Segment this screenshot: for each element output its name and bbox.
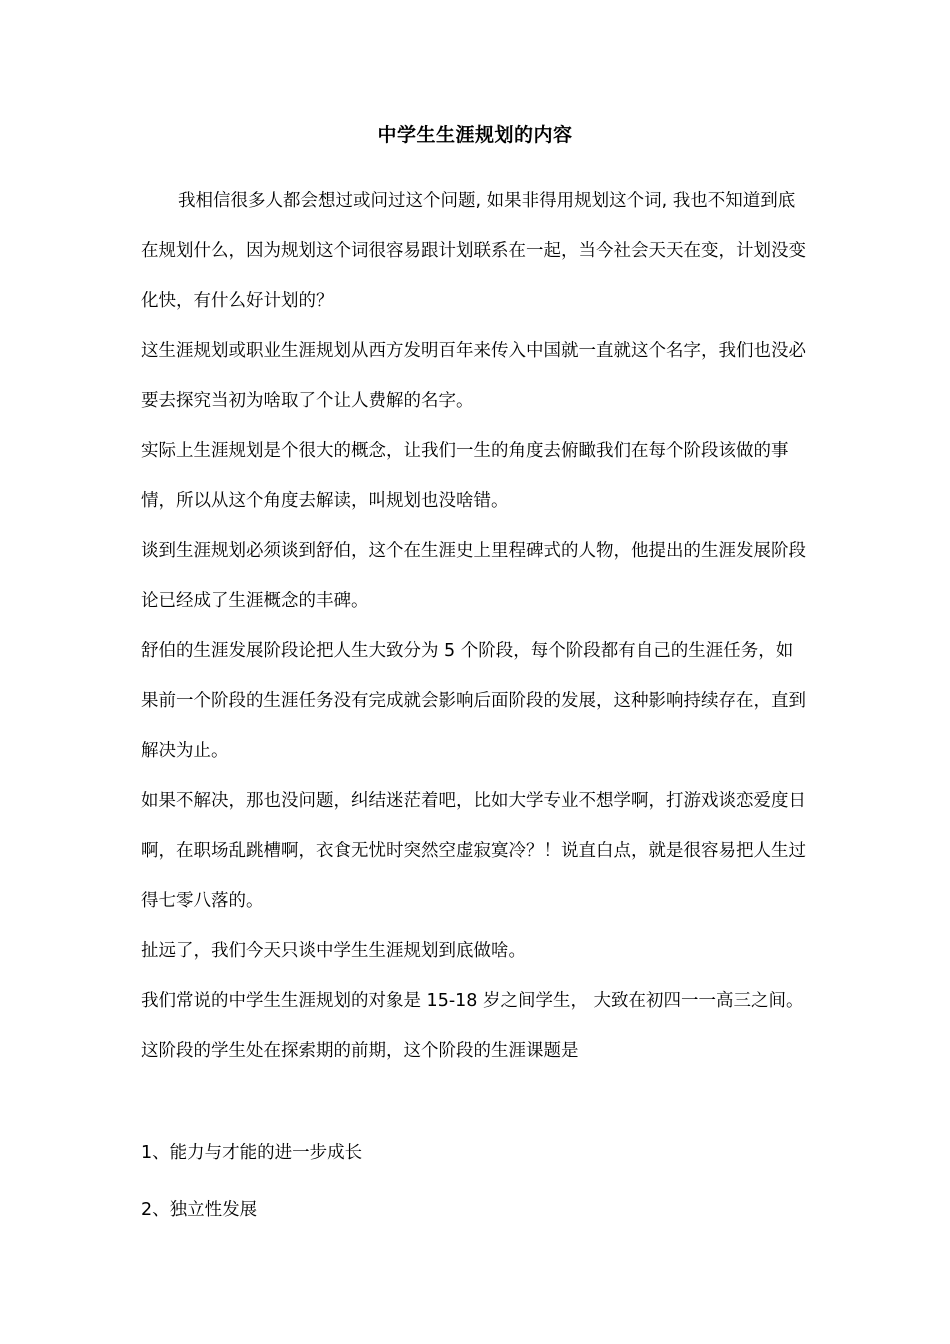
paragraph: 如果不解决，那也没问题，纠结迷茫着吧，比如大学专业不想学啊，打游戏谈恋爱度日啊，在职场乱跳槽啊，衣食无忧时突然空虚寂寞冷？！说直白点，就是很容易把人生过得七零八落的。 bbox=[141, 791, 806, 911]
paragraph: 这生涯规划或职业生涯规划从西方发明百年来传入中国就一直就这个名字，我们也没必要去探究当初为啥取了个让人费解的名字。 bbox=[141, 341, 806, 411]
paragraph: 我们常说的中学生生涯规划的对象是 15-18 岁之间学生， 大致在初四一一高三之间。 bbox=[141, 991, 804, 1011]
document-title: 中学生生涯规划的内容 bbox=[377, 124, 573, 146]
document-body bbox=[141, 176, 809, 1076]
paragraph: 这阶段的学生处在探索期的前期，这个阶段的生涯课题是 bbox=[141, 1041, 579, 1061]
list-item: 2、独立性发展 bbox=[141, 1200, 258, 1220]
paragraph: 舒伯的生涯发展阶段论把人生大致分为 5 个阶段，每个阶段都有自己的生涯任务，如果前一个阶段的生涯任务没有完成就会影响后面阶段的发展，这种影响持续存在，直到解决为止。 bbox=[141, 641, 806, 761]
paragraph: 我相信很多人都会想过或问过这个问题, 如果非得用规划这个词, 我也不知道到底在规划什么，因为规划这个词很容易跟计划联系在一起，当今社会天天在变，计划没变化快，有什么好计划的？ bbox=[141, 191, 806, 311]
paragraph: 实际上生涯规划是个很大的概念，让我们一生的角度去俯瞰我们在每个阶段该做的事情，所以从这个角度去解读，叫规划也没啥错。 bbox=[141, 441, 789, 511]
list-item: 1、能力与才能的进一步成长 bbox=[141, 1143, 363, 1163]
paragraph: 谈到生涯规划必须谈到舒伯，这个在生涯史上里程碑式的人物，他提出的生涯发展阶段论已经成了生涯概念的丰碑。 bbox=[141, 541, 806, 611]
paragraph: 扯远了，我们今天只谈中学生生涯规划到底做啥。 bbox=[141, 941, 526, 961]
